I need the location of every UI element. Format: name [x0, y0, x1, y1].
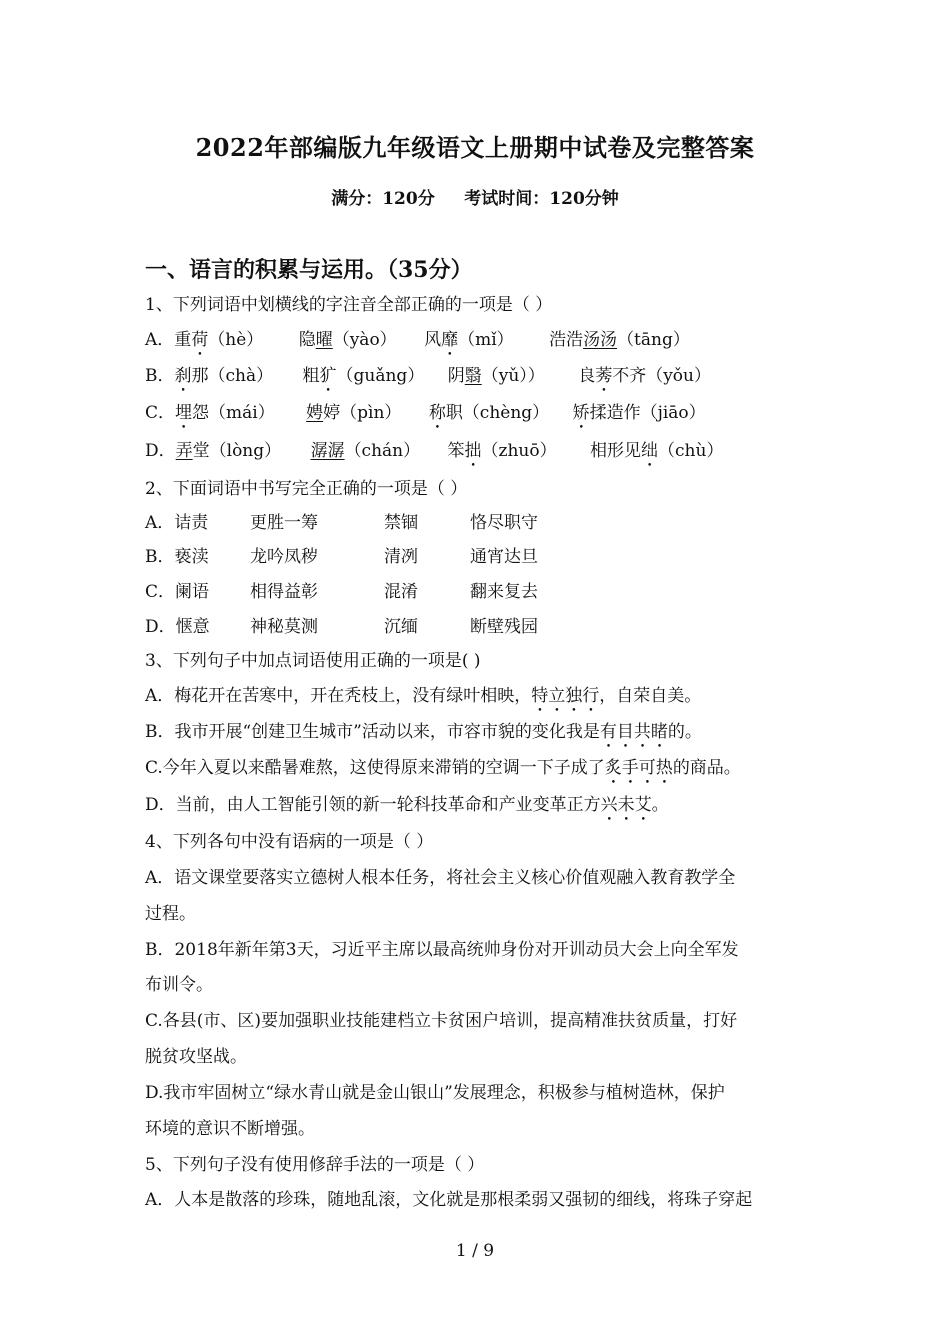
question-5-stem: 5、下列句子没有使用修辞手法的一项是（ ）	[145, 1155, 485, 1175]
q1-option-a: A．重荷（hè） 隐曜（yào） 风靡（mǐ） 浩浩汤汤（tāng）	[145, 330, 690, 350]
q2-a-3: 禁锢	[384, 513, 418, 533]
q2-b-3: 清冽	[384, 547, 418, 567]
q2-c-2: 相得益彰	[250, 582, 318, 602]
q2-d-3: 沉缅	[384, 617, 418, 637]
q4-option-b-line2: 布训令。	[145, 975, 213, 995]
exam-info: 满分：120分 考试时间：120分钟	[331, 189, 619, 209]
q2-b-4: 通宵达旦	[470, 547, 538, 567]
question-1-stem: 1、下列词语中划横线的字注音全部正确的一项是（ ）	[145, 295, 553, 315]
q3-option-b: B．我市开展“创建卫生城市”活动以来，市容市貌的变化我是有目共睹的。	[145, 722, 702, 742]
q1-option-c: C．埋怨（mái） 娉婷（pìn） 称职（chèng） 矫揉造作（jiāo）	[145, 403, 706, 423]
q3-option-a: A．梅花开在苦寒中，开在秃枝上，没有绿叶相映，特立独行，自荣自美。	[145, 686, 702, 706]
q2-a-2: 更胜一筹	[250, 513, 318, 533]
q2-c-3: 混淆	[384, 582, 418, 602]
q4-option-d-line2: 环境的意识不断增强。	[145, 1119, 315, 1139]
q1-option-b: B．刹那（chà） 粗犷（guǎng） 阴翳（yǔ）） 良莠不齐（yǒu）	[145, 366, 711, 386]
page-title: 2022年部编版九年级语文上册期中试卷及完整答案	[195, 133, 755, 162]
question-4-stem: 4、下列各句中没有语病的一项是（ ）	[145, 832, 434, 852]
q2-b-1: B．亵渎	[145, 547, 209, 567]
q1-option-d: D．弄堂（lòng） 潺潺（chán） 笨拙（zhuō） 相形见绌（chù）	[145, 441, 724, 461]
q3-option-c: C.今年入夏以来酷暑难熬，这使得原来滞销的空调一下子成了炙手可热的商品。	[145, 758, 741, 778]
q2-b-2: 龙吟凤秽	[250, 547, 318, 567]
q4-option-c-line1: C.各县(市、区)要加强职业技能建档立卡贫困户培训，提高精准扶贫质量，打好	[145, 1011, 738, 1031]
q4-option-c-line2: 脱贫攻坚战。	[145, 1047, 247, 1067]
question-2-stem: 2、下面词语中书写完全正确的一项是（ ）	[145, 479, 468, 499]
question-3-stem: 3、下列句子中加点词语使用正确的一项是( )	[145, 651, 481, 671]
q2-d-2: 神秘莫测	[250, 617, 318, 637]
section-heading: 一、语言的积累与运用。（35分）	[145, 257, 473, 283]
q3-option-d: D．当前，由人工智能引领的新一轮科技革命和产业变革正方兴未艾。	[145, 795, 669, 815]
q4-option-b-line1: B．2018年新年第3天，习近平主席以最高统帅身份对开训动员大会上向全军发	[145, 940, 739, 960]
q2-d-1: D．惬意	[145, 617, 210, 637]
q2-d-4: 断壁残园	[470, 617, 538, 637]
q2-a-4: 恪尽职守	[470, 513, 538, 533]
q5-option-a-line1: A．人本是散落的珍珠，随地乱滚，文化就是那根柔弱又强韧的细线，将珠子穿起	[145, 1190, 753, 1210]
q2-c-4: 翻来复去	[470, 582, 538, 602]
q2-a-1: A．诘责	[145, 513, 209, 533]
q2-c-1: C．阑语	[145, 582, 210, 602]
q4-option-a-line1: A．语文课堂要落实立德树人根本任务，将社会主义核心价值观融入教育教学全	[145, 868, 736, 888]
q4-option-d-line1: D.我市牢固树立“绿水青山就是金山银山”发展理念，积极参与植树造林，保护	[145, 1083, 725, 1103]
q4-option-a-line2: 过程。	[145, 904, 196, 924]
page-number: 1 / 9	[455, 1241, 495, 1261]
